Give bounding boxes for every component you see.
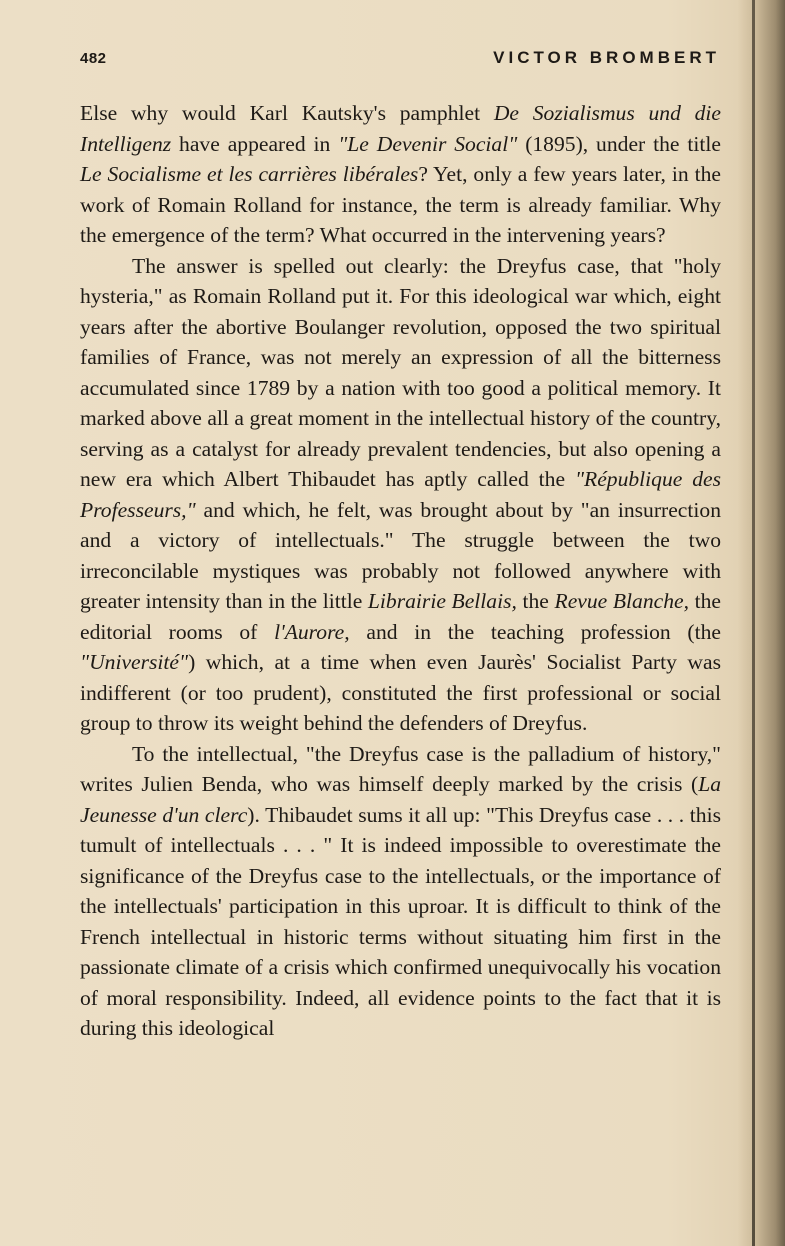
body-text bbox=[80, 98, 721, 1044]
text-run: the editorial rooms of bbox=[80, 589, 721, 644]
text-run: (1895), under the title bbox=[517, 131, 721, 156]
book-spine-shadow bbox=[737, 0, 785, 1246]
italic-run: Le Socialisme et les carrières libérales bbox=[80, 162, 419, 186]
text-run: ). Thibaudet sums it all up: "This Dreyfus case . . . this tumult of intellectuals . . . " It is indeed impossible to overestimate the significance of the Dreyfus case to the intellectuals, or the importance of the intellectuals' participation in this uproar. It is difficult to think of the French intellectual in historic terms without situating him first in the passionate climate of a crisis which confirmed unequivocally his vocation of moral responsibility. Indeed, all evidence points to the fact that it is during this ideological bbox=[80, 802, 721, 1040]
paragraph-1 bbox=[80, 98, 721, 251]
italic-run: "Le Devenir Social" bbox=[338, 131, 518, 156]
text-run: and which, he felt, was brought about by "an insurrection and a victory of intellectuals." The struggle between the two irreconcilable mystiques was probably not followed anywhere with greater intensity than in the little bbox=[80, 497, 721, 613]
italic-run: Librairie Bellais, bbox=[367, 589, 517, 613]
italic-run: "Université" bbox=[80, 650, 189, 674]
text-run: the bbox=[516, 589, 555, 613]
text-run: ) which, at a time when even Jaurès' Socialist Party was indifferent (or too prudent), constituted the first professional or social group to throw its weight behind the defenders of Dreyfus. bbox=[80, 650, 721, 735]
page-number: 482 bbox=[80, 50, 107, 67]
text-run: The answer is spelled out clearly: the Dreyfus case, that "holy hysteria," as Romain Rolland put it. For this ideological war which, eight years after the abortive Boulanger revolution, opposed the two spiritual families of France, was not merely an expression of all the bitterness accumulated since 1789 by a nation with too good a political memory. It marked above all a great moment in the intellectual history of the country, serving as a catalyst for already prevalent tendencies, but also opening a new era which Albert Thibaudet has aptly called the bbox=[80, 253, 721, 491]
text-run: have appeared in bbox=[171, 131, 339, 156]
text-run: To the intellectual, "the Dreyfus case is the palladium of history," writes Julien Benda, who was himself deeply marked by the crisis ( bbox=[80, 741, 721, 796]
italic-run: "République des Professeurs," bbox=[80, 467, 721, 522]
italic-run: De Sozialismus und die Intelligenz bbox=[80, 101, 722, 156]
italic-run: La Jeunesse d'un clerc bbox=[80, 772, 721, 827]
paragraph-2 bbox=[80, 251, 721, 739]
text-run: and in the teaching profession (the bbox=[349, 619, 721, 644]
italic-run: l'Aurore, bbox=[274, 619, 350, 644]
running-head bbox=[80, 48, 720, 72]
running-title: VICTOR BROMBERT bbox=[493, 48, 720, 67]
italic-run: Revue Blanche, bbox=[554, 589, 689, 613]
book-gutter-edge bbox=[752, 0, 755, 1246]
paragraph-3 bbox=[80, 739, 721, 1044]
text-run: Else why would Karl Kautsky's pamphlet bbox=[80, 101, 494, 125]
text-run: ? Yet, only a few years later, in the work of Romain Rolland for instance, the term is already familiar. Why the emergence of the term? What occurred in the intervening years? bbox=[80, 162, 721, 247]
